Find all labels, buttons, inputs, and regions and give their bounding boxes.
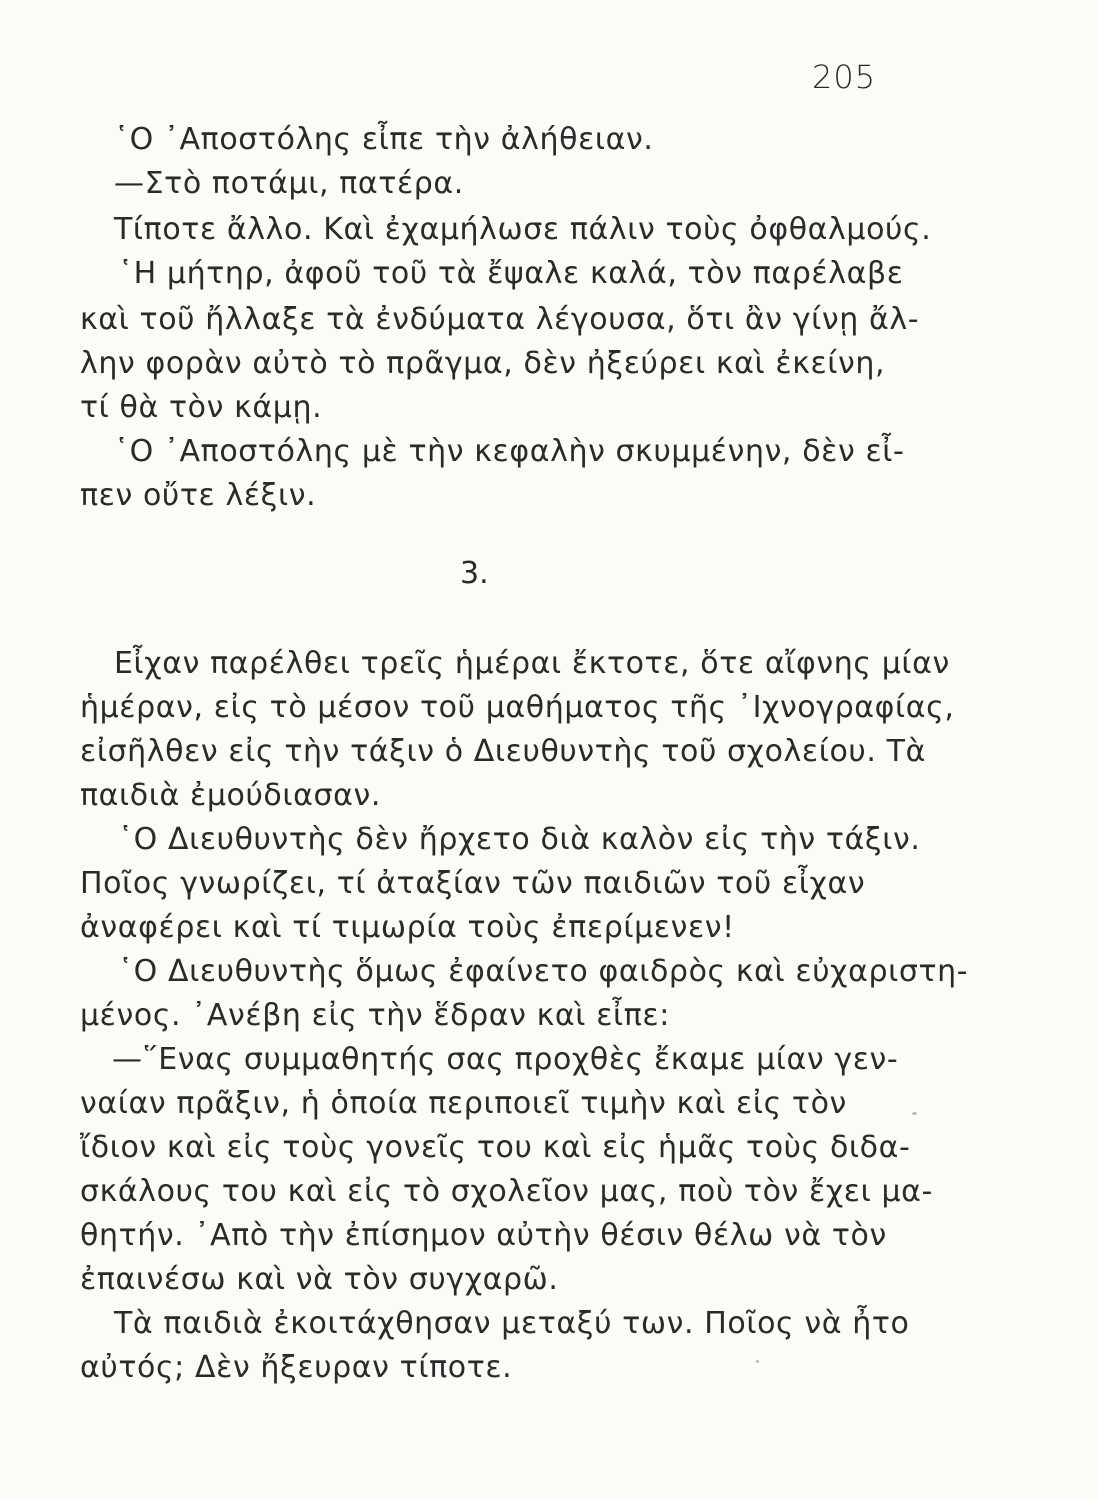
text-line: εἰσῆλθεν εἰς τὴν τάξιν ὁ Διευθυντὴς τοῦ σχολείου. Τὰ (80, 734, 926, 769)
text-line: ναίαν πρᾶξιν, ἡ ὁποία περιποιεῖ τιμὴν καὶ εἰς τὸν (80, 1086, 847, 1121)
paper-speck (912, 1112, 917, 1115)
text-line: ἴδιον καὶ εἰς τοὺς γονεῖς του καὶ εἰς ἡμᾶς τοὺς διδα- (80, 1130, 911, 1165)
text-line: ῾Ο Διευθυντὴς δὲν ἤρχετο διὰ καλὸν εἰς τὴν τάξιν. (118, 822, 921, 857)
text-line: —Στὸ ποτάμι, πατέρα. (114, 166, 464, 201)
text-line: Ποῖος γνωρίζει, τί ἀταξίαν τῶν παιδιῶν τοῦ εἶχαν (80, 866, 866, 901)
text-line: σκάλους του καὶ εἰς τὸ σχολεῖον μας, ποὺ τὸν ἔχει μα- (80, 1174, 933, 1209)
text-line: μένος. ᾿Ανέβη εἰς τὴν ἕδραν καὶ εἶπε: (80, 998, 670, 1033)
text-line: θητήν. ᾿Απὸ τὴν ἐπίσημον αὐτὴν θέσιν θέλω νὰ τὸν (80, 1218, 887, 1253)
text-line: —῞Ενας συμμαθητής σας προχθὲς ἔκαμε μίαν γεν- (112, 1042, 899, 1077)
text-line: Τὰ παιδιὰ ἐκοιτάχθησαν μεταξύ των. Ποῖος νὰ ἦτο (114, 1306, 910, 1341)
text-line: ῾Η μήτηρ, ἀφοῦ τοῦ τὰ ἔψαλε καλά, τὸν παρέλαβε (118, 256, 904, 291)
text-line: ῾Ο Διευθυντὴς ὅμως ἐφαίνετο φαιδρὸς καὶ εὐχαριστη- (118, 954, 969, 989)
paper-speck (756, 1360, 759, 1363)
text-line: ἀναφέρει καὶ τί τιμωρία τοὺς ἐπερίμενεν! (80, 910, 735, 945)
text-line: ἡμέραν, εἰς τὸ μέσον τοῦ μαθήματος τῆς ᾿Ιχνογραφίας, (80, 690, 955, 725)
text-line: ῾Ο ᾿Αποστόλης εἶπε τὴν ἀλήθειαν. (114, 122, 654, 157)
page-number: 205 (812, 58, 877, 96)
section-number: 3. (460, 556, 489, 591)
text-line: ἐπαινέσω καὶ νὰ τὸν συγχαρῶ. (80, 1262, 559, 1297)
text-line: λην φορὰν αὐτὸ τὸ πρᾶγμα, δὲν ἠξεύρει καὶ ἐκείνη, (80, 346, 886, 381)
text-line: αὐτός; Δὲν ἤξευραν τίποτε. (80, 1350, 513, 1385)
text-line: καὶ τοῦ ἤλλαξε τὰ ἐνδύματα λέγουσα, ὅτι ἂν γίνῃ ἄλ- (80, 302, 920, 337)
text-line: ῾Ο ᾿Αποστόλης μὲ τὴν κεφαλὴν σκυμμένην, δὲν εἶ- (114, 434, 905, 469)
text-line: Τίποτε ἄλλο. Καὶ ἐχαμήλωσε πάλιν τοὺς ὀφθαλμούς. (114, 212, 932, 247)
text-line: πεν οὔτε λέξιν. (80, 478, 317, 513)
text-line: τί θὰ τὸν κάμῃ. (80, 390, 323, 425)
text-line: Εἶχαν παρέλθει τρεῖς ἡμέραι ἔκτοτε, ὅτε αἴφνης μίαν (114, 646, 950, 681)
text-line: παιδιὰ ἐμούδιασαν. (80, 778, 381, 813)
